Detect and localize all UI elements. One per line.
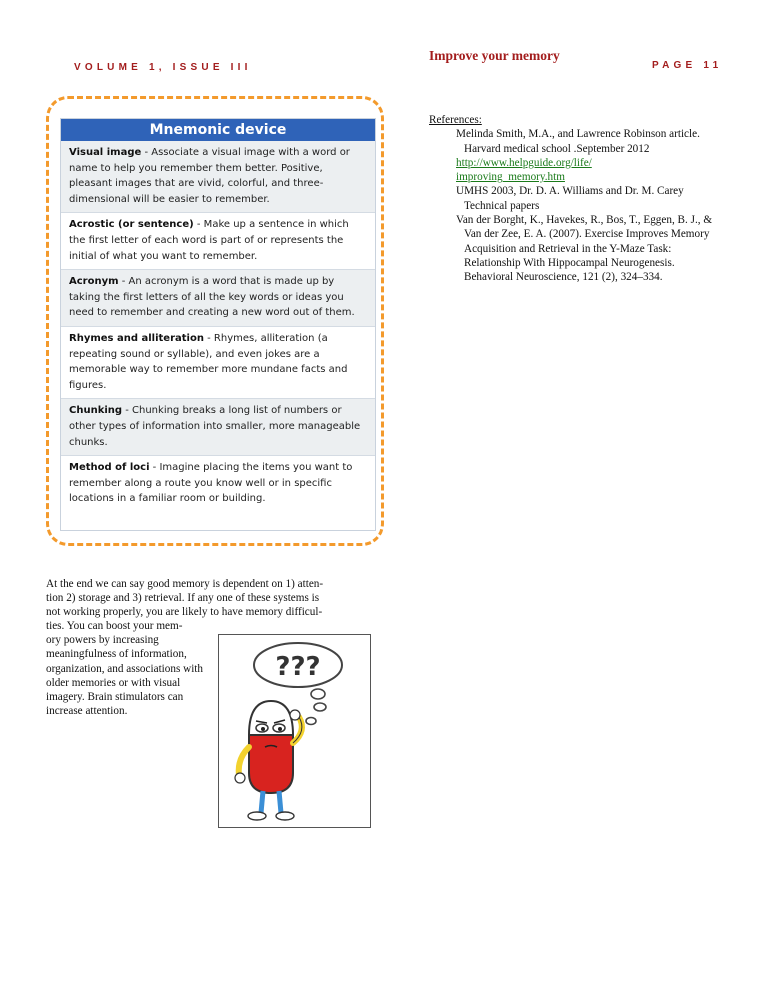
reference-link-continued[interactable]: improving_memory.htm <box>456 171 565 184</box>
right-hand <box>290 710 300 720</box>
confused-pill-icon <box>219 635 370 827</box>
mnemonic-text: - Associate a visual image with a word or name to help you remember them better. Positive, pleasant images that are vivid, colorful, and three-dimensional will be easier to remember. <box>69 147 350 205</box>
left-shoe <box>248 812 266 820</box>
reference-text: Melinda Smith, M.A., and Lawrence Robinson article. Harvard medical school .September 2012 <box>456 128 700 155</box>
mnemonic-term: Chunking <box>69 405 123 417</box>
left-arm <box>239 747 249 775</box>
mnemonic-text: - An acronym is a word that is made up by taking the first letters of all the key words or ideas you need to remember and creating a new word out of them. <box>69 276 355 319</box>
reference-item <box>429 184 719 213</box>
left-pupil <box>261 727 265 731</box>
paragraph-line: At the end we can say good memory is dependent on 1) atten- <box>46 578 324 590</box>
mnemonic-term: Acrostic (or sentence) <box>69 219 194 231</box>
right-pupil <box>278 727 282 731</box>
right-leg <box>279 791 281 813</box>
references-heading: References: <box>429 114 482 126</box>
mnemonic-row <box>61 326 375 398</box>
paragraph-wrapped-text: ory powers by increasing meaningfulness of information, organization, and associations with older memories or with visual imagery. Brain stimulators can increase attention. <box>46 634 204 717</box>
mnemonic-term: Rhymes and alliteration <box>69 332 204 344</box>
reference-link[interactable]: http://www.helpguide.org/life/ <box>456 156 592 169</box>
table-bottom-padding <box>61 512 375 530</box>
mnemonic-term: Method of loci <box>69 462 150 474</box>
mnemonic-row <box>61 455 375 512</box>
mnemonic-table-title: Mnemonic device <box>61 119 375 141</box>
references-section <box>429 113 719 285</box>
bubble-dot-large <box>311 689 325 699</box>
mnemonic-row <box>61 269 375 326</box>
article-title: Improve your memory <box>429 48 560 63</box>
mnemonic-text: - Rhymes, alliteration (a repeating sound or syllable), and even jokes are a memorable way to remember more mundane facts and figures. <box>69 332 348 391</box>
pill-top <box>249 701 293 735</box>
reference-item <box>429 127 719 184</box>
mnemonic-table <box>60 118 376 531</box>
left-leg <box>261 791 263 813</box>
mnemonic-row <box>61 398 375 455</box>
confused-pill-illustration <box>218 634 371 828</box>
right-shoe <box>276 812 294 820</box>
bubble-text: ??? <box>275 652 321 682</box>
mnemonic-row <box>61 141 375 212</box>
paragraph-line: not working properly, you are likely to have memory difficul- <box>46 606 323 619</box>
reference-text: Van der Borght, K., Havekes, R., Bos, T., Eggen, B. J., & Van der Zee, E. A. (2007). Exercise Improves Memory Acquisition and Retrieval in the Y-Maze Task: Relationship With Hippocampal Neurogenesis. Behavioral Neuroscience, 121 (2), 324–334. <box>456 214 713 284</box>
paragraph-line: tion 2) storage and 3) retrieval. If any one of these systems is <box>46 592 320 605</box>
left-hand <box>235 773 245 783</box>
reference-item <box>429 213 719 284</box>
reference-text: UMHS 2003, Dr. D. A. Williams and Dr. M. Carey Technical papers <box>456 185 684 212</box>
volume-issue: VOLUME 1, ISSUE III <box>74 62 252 73</box>
paragraph-line: ties. You can boost your mem- <box>46 620 183 633</box>
mnemonic-term: Visual image <box>69 147 142 158</box>
mnemonic-rows <box>61 141 375 512</box>
page-number: PAGE 11 <box>652 60 723 71</box>
mnemonic-text: - Imagine placing the items you want to remember along a route you know well or in specific locations in a familiar room or building. <box>69 462 353 505</box>
mnemonic-row <box>61 212 375 269</box>
pill-bottom <box>249 735 293 793</box>
bubble-dot-small <box>306 718 316 725</box>
mnemonic-text: - Make up a sentence in which the first letter of each word is part of or represents the initial of what you want to remember. <box>69 219 349 262</box>
bubble-dot-medium <box>314 703 326 711</box>
mnemonic-text: - Chunking breaks a long list of numbers or other types of information into smaller, more manageable chunks. <box>69 405 361 448</box>
mnemonic-term: Acronym <box>69 276 119 288</box>
